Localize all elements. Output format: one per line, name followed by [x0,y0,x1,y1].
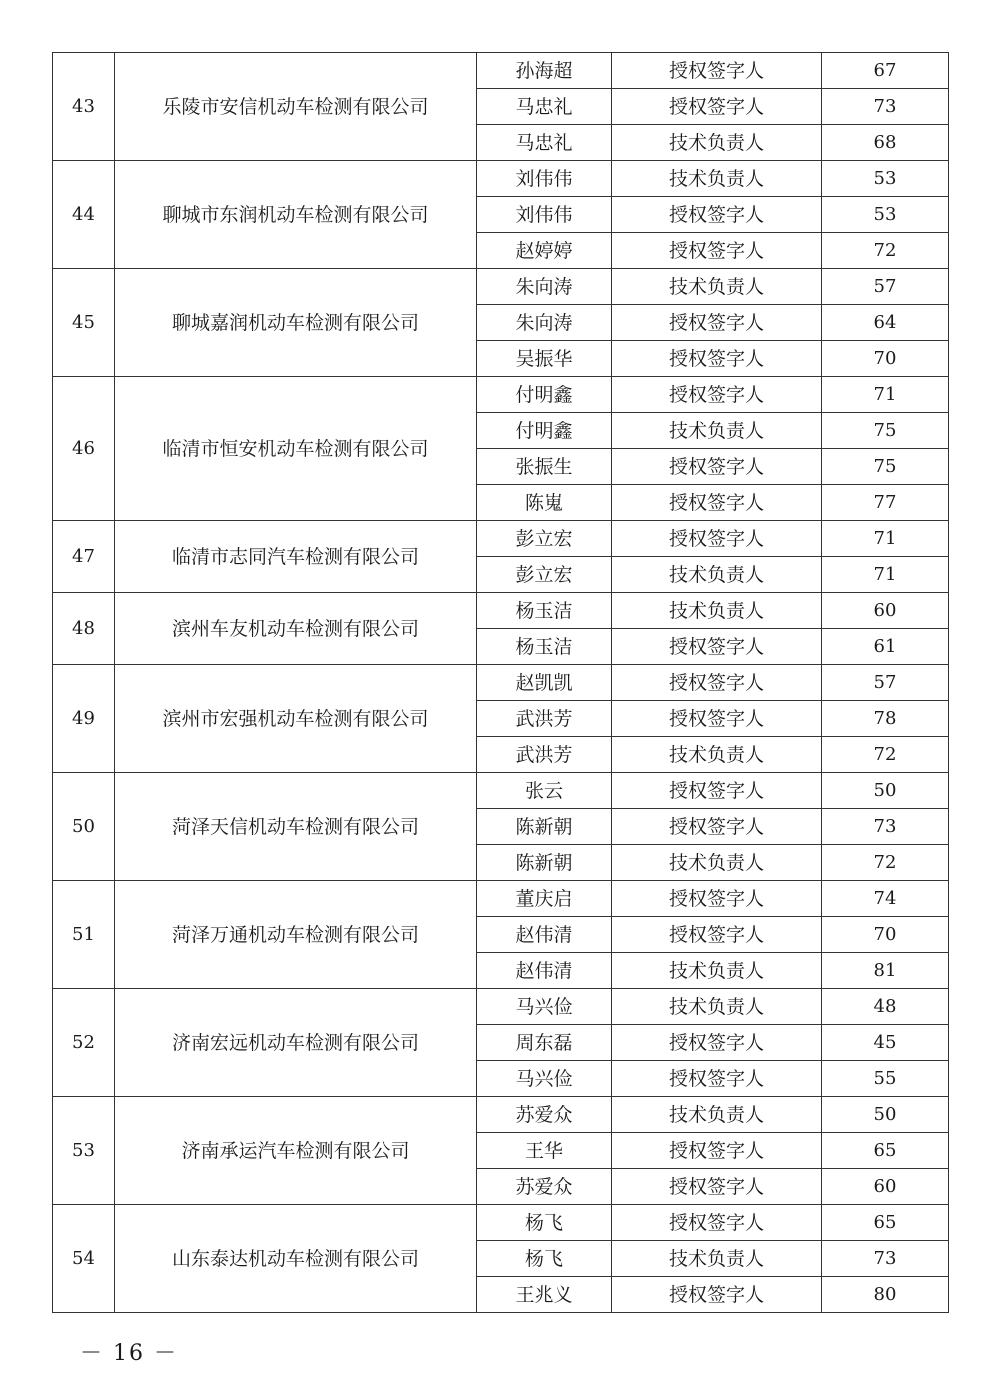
exam-score: 65 [822,1133,949,1169]
exam-score: 72 [822,233,949,269]
exam-score: 78 [822,701,949,737]
person-role: 授权签字人 [612,1061,822,1097]
company-name: 乐陵市安信机动车检测有限公司 [115,53,477,161]
table-row [53,593,949,629]
company-name: 菏泽万通机动车检测有限公司 [115,881,477,989]
person-name: 孙海超 [477,53,612,89]
company-name: 滨州市宏强机动车检测有限公司 [115,665,477,773]
person-name: 武洪芳 [477,737,612,773]
person-role: 技术负责人 [612,413,822,449]
person-role: 授权签字人 [612,1277,822,1313]
person-name: 刘伟伟 [477,161,612,197]
row-number: 50 [53,773,115,881]
exam-score: 77 [822,485,949,521]
person-name: 吴振华 [477,341,612,377]
exam-score: 60 [822,1169,949,1205]
exam-score: 55 [822,1061,949,1097]
person-role: 技术负责人 [612,125,822,161]
company-name: 聊城嘉润机动车检测有限公司 [115,269,477,377]
person-name: 付明鑫 [477,377,612,413]
table-row [53,269,949,305]
row-number: 53 [53,1097,115,1205]
person-name: 王兆义 [477,1277,612,1313]
person-name: 武洪芳 [477,701,612,737]
person-role: 授权签字人 [612,1025,822,1061]
row-number: 47 [53,521,115,593]
exam-score: 71 [822,521,949,557]
person-name: 杨飞 [477,1241,612,1277]
exam-score: 70 [822,341,949,377]
company-name: 临清市志同汽车检测有限公司 [115,521,477,593]
company-name: 济南宏远机动车检测有限公司 [115,989,477,1097]
person-name: 赵凯凯 [477,665,612,701]
table-row [53,1097,949,1133]
person-name: 杨玉洁 [477,593,612,629]
person-role: 授权签字人 [612,341,822,377]
person-name: 付明鑫 [477,413,612,449]
person-role: 技术负责人 [612,845,822,881]
row-number: 43 [53,53,115,161]
person-role: 技术负责人 [612,593,822,629]
person-role: 技术负责人 [612,737,822,773]
exam-score: 74 [822,881,949,917]
person-role: 授权签字人 [612,1169,822,1205]
person-name: 陈嵬 [477,485,612,521]
exam-score: 80 [822,1277,949,1313]
person-role: 授权签字人 [612,197,822,233]
exam-score: 72 [822,845,949,881]
person-name: 赵伟清 [477,917,612,953]
exam-score: 73 [822,1241,949,1277]
results-table-body [53,53,949,1313]
person-role: 授权签字人 [612,485,822,521]
person-role: 授权签字人 [612,917,822,953]
exam-score: 65 [822,1205,949,1241]
person-role: 授权签字人 [612,773,822,809]
person-role: 授权签字人 [612,305,822,341]
person-role: 授权签字人 [612,881,822,917]
person-name: 张振生 [477,449,612,485]
page-number: － 16 － [80,1341,178,1366]
exam-score: 75 [822,449,949,485]
person-role: 授权签字人 [612,233,822,269]
exam-score: 50 [822,773,949,809]
exam-score: 60 [822,593,949,629]
row-number: 49 [53,665,115,773]
row-number: 46 [53,377,115,521]
exam-score: 57 [822,269,949,305]
person-name: 马忠礼 [477,89,612,125]
company-name: 菏泽天信机动车检测有限公司 [115,773,477,881]
person-name: 彭立宏 [477,521,612,557]
person-name: 朱向涛 [477,305,612,341]
exam-score: 81 [822,953,949,989]
row-number: 44 [53,161,115,269]
person-role: 技术负责人 [612,989,822,1025]
person-role: 技术负责人 [612,953,822,989]
person-name: 杨飞 [477,1205,612,1241]
exam-score: 64 [822,305,949,341]
exam-score: 45 [822,1025,949,1061]
table-row [53,1205,949,1241]
company-name: 山东泰达机动车检测有限公司 [115,1205,477,1313]
person-role: 授权签字人 [612,53,822,89]
person-name: 苏爱众 [477,1097,612,1133]
person-name: 马忠礼 [477,125,612,161]
person-name: 陈新朝 [477,809,612,845]
table-row [53,773,949,809]
row-number: 45 [53,269,115,377]
person-name: 刘伟伟 [477,197,612,233]
exam-score: 50 [822,1097,949,1133]
table-row [53,881,949,917]
company-name: 济南承运汽车检测有限公司 [115,1097,477,1205]
person-role: 授权签字人 [612,89,822,125]
row-number: 52 [53,989,115,1097]
person-role: 技术负责人 [612,269,822,305]
table-row [53,161,949,197]
person-name: 苏爱众 [477,1169,612,1205]
person-role: 技术负责人 [612,557,822,593]
company-name: 滨州车友机动车检测有限公司 [115,593,477,665]
row-number: 48 [53,593,115,665]
exam-score: 53 [822,161,949,197]
table-row [53,989,949,1025]
person-role: 授权签字人 [612,449,822,485]
person-name: 赵伟清 [477,953,612,989]
exam-score: 67 [822,53,949,89]
company-name: 临清市恒安机动车检测有限公司 [115,377,477,521]
results-table [52,52,949,1313]
person-role: 技术负责人 [612,161,822,197]
person-name: 王华 [477,1133,612,1169]
person-role: 技术负责人 [612,1097,822,1133]
person-role: 授权签字人 [612,665,822,701]
row-number: 54 [53,1205,115,1313]
exam-score: 61 [822,629,949,665]
person-role: 授权签字人 [612,629,822,665]
person-role: 授权签字人 [612,1133,822,1169]
person-name: 彭立宏 [477,557,612,593]
table-row [53,665,949,701]
person-name: 朱向涛 [477,269,612,305]
person-name: 张云 [477,773,612,809]
person-name: 董庆启 [477,881,612,917]
exam-score: 73 [822,89,949,125]
exam-score: 72 [822,737,949,773]
person-role: 授权签字人 [612,521,822,557]
exam-score: 57 [822,665,949,701]
exam-score: 70 [822,917,949,953]
person-name: 陈新朝 [477,845,612,881]
table-row [53,521,949,557]
person-name: 杨玉洁 [477,629,612,665]
row-number: 51 [53,881,115,989]
exam-score: 71 [822,557,949,593]
exam-score: 75 [822,413,949,449]
person-role: 授权签字人 [612,377,822,413]
person-role: 授权签字人 [612,809,822,845]
table-row [53,377,949,413]
person-role: 授权签字人 [612,701,822,737]
exam-score: 68 [822,125,949,161]
exam-score: 73 [822,809,949,845]
exam-score: 48 [822,989,949,1025]
table-row [53,53,949,89]
person-role: 授权签字人 [612,1205,822,1241]
exam-score: 71 [822,377,949,413]
person-name: 马兴俭 [477,1061,612,1097]
person-role: 技术负责人 [612,1241,822,1277]
person-name: 赵婷婷 [477,233,612,269]
person-name: 周东磊 [477,1025,612,1061]
exam-score: 53 [822,197,949,233]
person-name: 马兴俭 [477,989,612,1025]
company-name: 聊城市东润机动车检测有限公司 [115,161,477,269]
